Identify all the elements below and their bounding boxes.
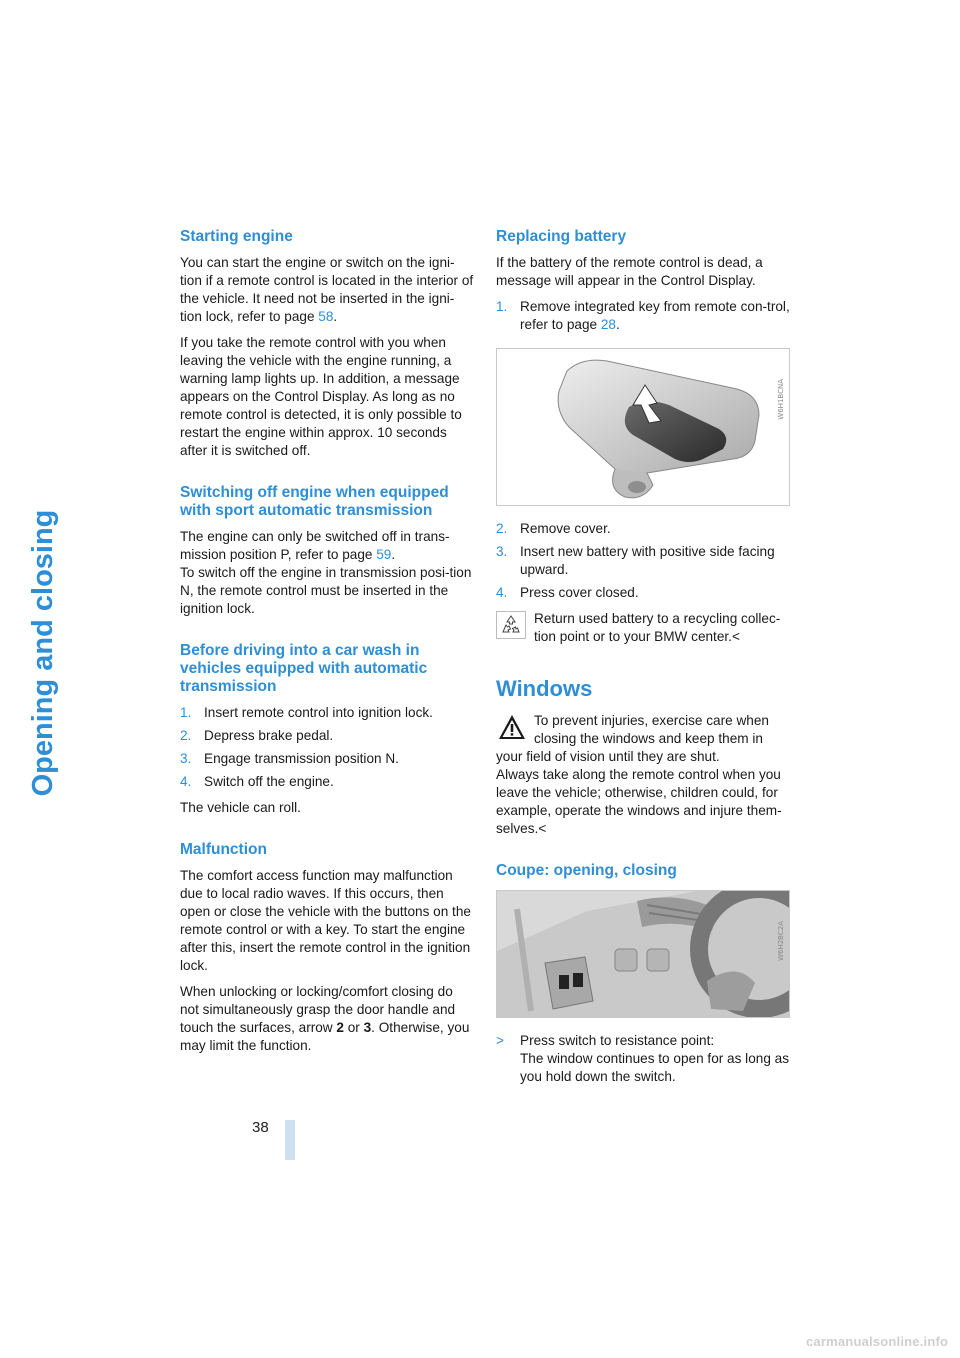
list-item: 1. Remove integrated key from remote con-trol, refer to page 28. — [496, 299, 790, 332]
window-switch-illustration — [497, 891, 789, 1017]
paragraph: The engine can only be switched off in trans-mission position P, refer to page 59. — [180, 529, 450, 562]
recycling-icon — [496, 611, 526, 639]
warning-block — [496, 712, 791, 838]
right-column — [496, 228, 791, 1094]
side-title — [22, 228, 62, 1078]
heading-starting-engine: Starting engine — [180, 228, 293, 245]
heading-malfunction: Malfunction — [180, 841, 267, 858]
paragraph: If you take the remote control with you when leaving the vehicle with the engine running, a warning lamp lights up. In addition, a message appears on the Control Display. As long as no remote control is detected, it is only possible to restart the engine within approx. 10 seconds after it is switched off. — [180, 335, 462, 458]
heading-windows: Windows — [496, 676, 593, 701]
page-number-bar — [285, 1120, 295, 1160]
page-link-59[interactable]: 59 — [376, 547, 392, 562]
footer-watermark: carmanualsonline.info — [806, 1334, 949, 1349]
heading-car-wash: Before driving into a car wash in vehicles equipped with automatic transmission — [180, 642, 428, 695]
heading-replacing-battery: Replacing battery — [496, 228, 627, 245]
list-item: 3. Insert new battery with positive side facing upward. — [496, 544, 775, 577]
page-number: 38 — [252, 1119, 269, 1136]
bullet-list — [496, 1032, 791, 1086]
steps-list — [180, 704, 475, 791]
left-column — [180, 228, 475, 1063]
list-item: > Press switch to resistance point: The window continues to open for as long as you hold down the switch. — [496, 1033, 790, 1084]
warning-icon — [498, 714, 526, 740]
window-switch-figure — [496, 890, 790, 1018]
recycling-note — [496, 610, 791, 646]
paragraph: When unlocking or locking/comfort closing do not simultaneously grasp the door handle and touch the surfaces, arrow 2 or 3. Otherwise, you may limit the function. — [180, 984, 470, 1053]
list-item: 4. Switch off the engine. — [180, 774, 334, 789]
page-link-28[interactable]: 28 — [600, 317, 616, 332]
paragraph: You can start the engine or switch on the igni-tion if a remote control is located in the interior of the vehicle. It need not be inserted in the igni-tion lock, refer to page 58. — [180, 255, 474, 324]
note-text: Return used battery to a recycling collec-tion point or to your BMW center.< — [534, 611, 781, 644]
list-item: 3. Engage transmission position N. — [180, 751, 399, 766]
remote-control-figure — [496, 348, 790, 506]
list-item: 2. Remove cover. — [496, 521, 611, 536]
remote-key-illustration — [497, 349, 789, 505]
steps-list — [496, 520, 791, 602]
paragraph: If the battery of the remote control is dead, a message will appear in the Control Display. — [496, 255, 763, 288]
side-title-text: Opening and closing — [27, 509, 59, 797]
warning-text: Always take along the remote control when you leave the vehicle; otherwise, children could, for example, operate the windows and injure them-selves.< — [496, 767, 782, 836]
paragraph: To switch off the engine in transmission posi-tion N, the remote control must be inserted in the ignition lock. — [180, 565, 472, 616]
heading-coupe-opening-closing: Coupe: opening, closing — [496, 862, 677, 879]
paragraph: The vehicle can roll. — [180, 800, 301, 815]
warning-text: To prevent injuries, exercise care when closing the windows and keep them in — [534, 713, 769, 746]
list-item: 2. Depress brake pedal. — [180, 728, 334, 743]
warning-text: your field of vision until they are shut. — [496, 749, 720, 764]
list-item: 1. Insert remote control into ignition lock. — [180, 705, 433, 720]
figure-code: W6H2BC2A — [777, 921, 785, 961]
list-item: 4. Press cover closed. — [496, 585, 639, 600]
paragraph: The comfort access function may malfunction due to local radio waves. If this occurs, then open or close the vehicle with the buttons on the remote control or with a key. To start the engine after this, insert the remote control in the ignition lock. — [180, 868, 471, 973]
steps-list — [496, 298, 791, 334]
heading-switching-off: Switching off engine when equipped with sport automatic transmission — [180, 484, 449, 519]
figure-code: W6H1BCNA — [777, 379, 785, 420]
page-link-58[interactable]: 58 — [318, 309, 334, 324]
